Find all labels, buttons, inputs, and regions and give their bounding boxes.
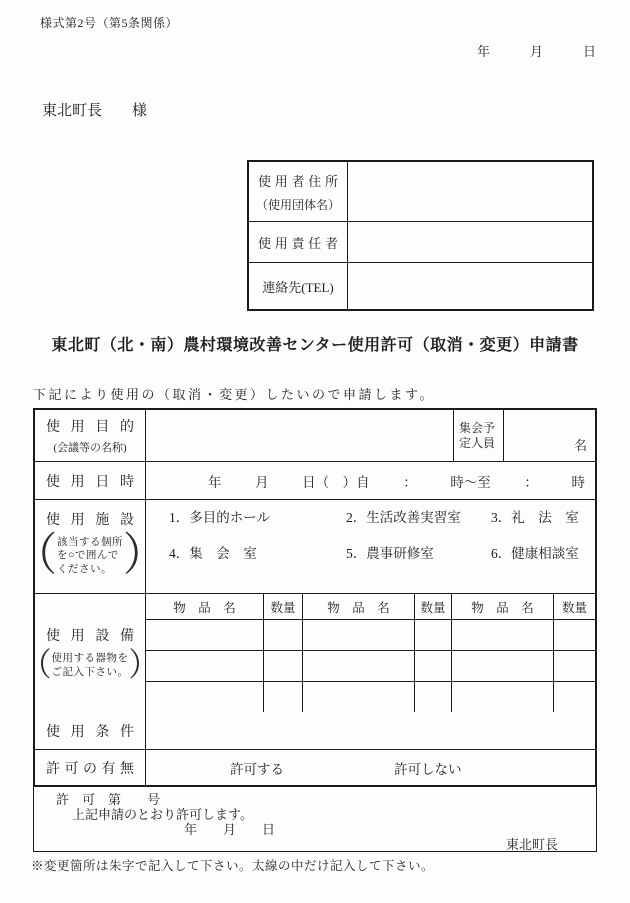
quantity-cell <box>263 620 302 650</box>
datetime-hour-to-label: 時～至 <box>450 474 491 490</box>
item-name-cell <box>302 651 414 681</box>
quantity-cell <box>553 651 595 681</box>
capacity-label-line1: 集会予 <box>459 420 496 435</box>
form-number: 様式第2号（第5条関係） <box>40 16 179 30</box>
declaration-line: 下記により使用の（取消・変更）したいので申請します。 <box>33 387 435 402</box>
facility-note-line2: を○で囲んで <box>57 550 119 562</box>
addressee-title: 東北町長 <box>42 103 103 119</box>
condition-row <box>35 712 595 750</box>
responsible-person-label: 使用責任者 <box>258 235 338 251</box>
close-paren-decoration: ） <box>128 647 159 683</box>
quantity-cell <box>553 682 595 712</box>
responsible-person-input-area <box>348 222 592 262</box>
capacity-label-line2: 定人員 <box>459 435 496 450</box>
item-name-header: 物 品 名 <box>302 594 414 619</box>
equipment-items-table <box>146 594 595 712</box>
responsible-person-label-cell <box>249 222 348 262</box>
facility-note-line1: 該当する個所 <box>57 536 123 548</box>
quantity-header: 数量 <box>263 594 302 619</box>
datetime-hour-label: 時 <box>571 474 585 490</box>
quantity-cell <box>414 620 451 650</box>
equipment-header-row <box>146 594 595 620</box>
quantity-header: 数量 <box>414 594 451 619</box>
equipment-blank-row <box>146 650 595 681</box>
equipment-note <box>21 647 159 683</box>
item-name-cell <box>302 682 414 712</box>
datetime-row <box>35 462 595 500</box>
contact-label-cell <box>249 263 348 309</box>
permission-label-cell <box>35 750 146 785</box>
datetime-label-cell <box>35 462 146 499</box>
equipment-row <box>21 594 595 712</box>
facility-note-line3: ください。 <box>57 563 112 575</box>
date-month-label: 月 <box>530 44 544 59</box>
contact-row <box>249 263 592 309</box>
applicant-info-table <box>247 160 594 311</box>
contact-label: 連絡先(TEL) <box>262 279 334 295</box>
condition-input-area <box>146 712 595 749</box>
applicant-address-label: 使用者住所 <box>258 173 338 189</box>
permit-approve-line: 上記申請のとおり許可します。 <box>72 807 253 822</box>
quantity-cell <box>553 620 595 650</box>
item-name-header: 物 品 名 <box>451 594 553 619</box>
addressee-line <box>42 99 147 120</box>
purpose-sublabel: (会議等の名称) <box>53 442 127 454</box>
purpose-label: 使用目的 <box>46 420 134 435</box>
permission-label: 許可の有無 <box>46 761 134 777</box>
permission-options-area <box>146 750 595 785</box>
facility-option-3: 3．礼 法 室 <box>491 510 579 525</box>
footnote: ※変更箇所は朱字で記入して下さい。太線の中だけ記入して下さい。 <box>31 859 435 873</box>
open-paren-decoration: （ <box>21 647 52 683</box>
permit-office-section <box>33 787 597 852</box>
equipment-blank-row <box>146 681 595 712</box>
permit-number-line: 許 可 第 号 <box>56 792 161 807</box>
facility-options-area <box>146 500 595 593</box>
open-paren-decoration: （ <box>14 531 57 581</box>
datetime-colon-end: ： <box>524 474 538 490</box>
condition-label-cell <box>35 712 146 749</box>
equipment-blank-row <box>146 620 595 650</box>
item-name-cell <box>451 620 553 650</box>
datetime-colon-start: ： <box>403 474 417 490</box>
facility-row <box>14 500 595 594</box>
facility-note <box>14 531 166 581</box>
facility-label: 使用施設 <box>46 513 134 528</box>
responsible-person-row <box>249 222 592 263</box>
facility-option-6: 6．健康相談室 <box>491 546 579 561</box>
datetime-month-label: 月 <box>255 474 269 490</box>
quantity-cell <box>263 682 302 712</box>
facility-option-5: 5．農事研修室 <box>346 546 434 561</box>
datetime-input-area <box>146 462 595 499</box>
equipment-note-line1: 使用する器物を <box>51 653 129 664</box>
facility-options-line1 <box>146 509 595 526</box>
item-name-cell <box>302 620 414 650</box>
addressee-honorific: 様 <box>132 103 148 119</box>
applicant-address-input-area <box>348 162 592 221</box>
datetime-day-from-label: 日（ ）自 <box>302 474 370 490</box>
permission-allow-option: 許可する <box>230 761 284 777</box>
item-name-cell <box>451 682 553 712</box>
permission-deny-option: 許可しない <box>394 761 462 777</box>
applicant-address-row <box>249 162 592 222</box>
quantity-header: 数量 <box>553 594 595 619</box>
equipment-label: 使用設備 <box>46 628 134 644</box>
quantity-cell <box>414 682 451 712</box>
applicant-group-sublabel: （使用団体名） <box>255 197 340 212</box>
purpose-row <box>35 410 595 462</box>
facility-option-2: 2．生活改善実習室 <box>346 510 461 525</box>
item-name-cell <box>146 651 263 681</box>
contact-input-area <box>348 263 592 309</box>
date-year-label: 年 <box>477 44 491 59</box>
item-name-cell <box>451 651 553 681</box>
equipment-label-cell <box>21 594 159 712</box>
date-fields <box>477 41 596 60</box>
application-main-table <box>14 408 597 787</box>
equipment-note-line2: ご記入下さい。 <box>51 666 129 678</box>
applicant-address-label-cell <box>249 162 348 221</box>
purpose-input-area <box>146 410 453 461</box>
permission-row <box>35 750 595 785</box>
facility-option-4: 4．集 会 室 <box>169 546 257 561</box>
condition-label: 使用条件 <box>46 724 134 740</box>
item-name-cell <box>146 682 263 712</box>
close-paren-decoration: ） <box>123 531 166 581</box>
date-day-label: 日 <box>583 44 597 59</box>
quantity-cell <box>263 651 302 681</box>
capacity-label-cell <box>453 410 503 461</box>
facility-option-1: 1．多目的ホール <box>169 510 270 525</box>
item-name-header: 物 品 名 <box>173 600 236 615</box>
permit-date-line: 年 月 日 <box>184 822 276 837</box>
datetime-label: 使用日時 <box>46 474 134 490</box>
purpose-label-cell <box>35 410 146 461</box>
capacity-unit-label: 名 <box>573 438 587 453</box>
item-name-cell <box>146 620 263 650</box>
facility-options-line2 <box>146 545 595 562</box>
datetime-year-label: 年 <box>208 474 222 490</box>
facility-label-cell <box>14 500 166 593</box>
quantity-cell <box>414 651 451 681</box>
document-title: 東北町（北・南）農村環境改善センター使用許可（取消・変更）申請書 <box>51 337 579 354</box>
permit-signer: 東北町長 <box>505 837 558 852</box>
capacity-value-cell <box>503 410 595 461</box>
